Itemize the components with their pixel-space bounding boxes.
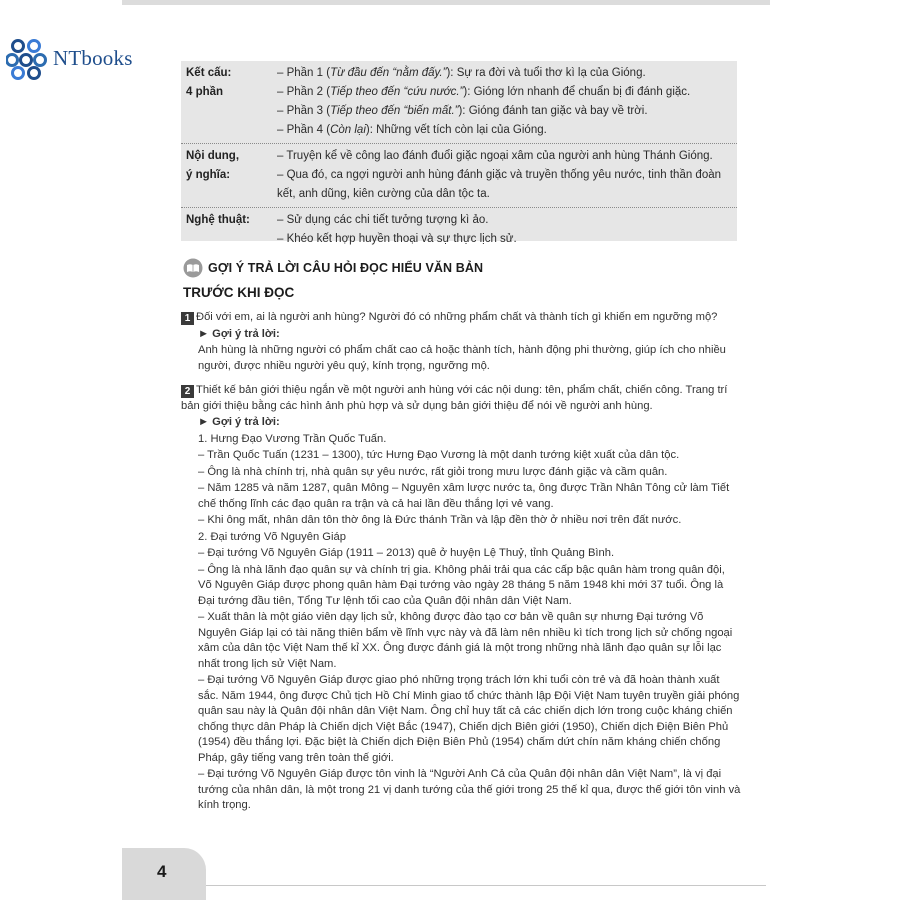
row-items bbox=[277, 211, 737, 249]
section-title: GỢI Ý TRẢ LỜI CÂU HỎI ĐỌC HIỂU VĂN BẢN bbox=[208, 261, 484, 275]
logo-text: NTbooks bbox=[53, 45, 133, 70]
row-items bbox=[277, 147, 737, 204]
answer-line: – Đại tướng Võ Nguyên Giáp được giao phó những trọng trách lớn khi tuổi còn trẻ và đã hoàn thành xuất sắc. Năm 1944, ông được Chủ tịch Hồ Chí Minh giao tổ chức thành lập Đội Việt Nam tuyên truyền giải phóng quân sau này là Quân đội nhân dân Việt Nam. Ông chỉ huy tất cả các chiến dịch lớn trong cuộc kháng chiến chống thực dân Pháp là Chiến dịch Việt Bắc (1947), Chiến dịch Biên giới (1950), Chiến dịch Điện Biên Phủ (1954) đều thắng lợi. Đặc biệt là Chiến dịch Điện Biên Phủ (1954) chấm dứt chín năm kháng chiến chống Pháp, gây tiếng vang trên toàn thế giới. bbox=[198, 674, 740, 764]
answer-line: – Ông là nhà lãnh đạo quân sự và chính trị gia. Không phải trải qua các cấp bậc quân hàm trong quân đội, Võ Nguyên Giáp được phong quân hàm Đại tướng vào ngày 28 tháng 5 năm 1948 khi mới 37 tuổi. Ông là Đại tướng đầu tiên, Tổng Tư lệnh tối cao của Quân đội nhân dân Việt Nam. bbox=[198, 563, 725, 607]
label-line: Kết cấu: bbox=[186, 67, 232, 79]
section-heading bbox=[183, 258, 483, 278]
list-item: – Phần 3 (Tiếp theo đến “biến mất.”): Gióng đánh tan giặc và bay về trời. bbox=[277, 105, 648, 117]
list-item: – Phần 2 (Tiếp theo đến “cứu nước.”): Gióng lớn nhanh để chuẩn bị đi đánh giặc. bbox=[277, 86, 691, 98]
label-line: 4 phần bbox=[186, 86, 224, 98]
list-item: – Sử dụng các chi tiết tưởng tượng kì ảo. bbox=[277, 214, 489, 226]
page-number: 4 bbox=[157, 862, 167, 881]
top-rule bbox=[122, 0, 770, 5]
answer-line: – Ông là nhà chính trị, nhà quân sự yêu nước, rất giỏi trong mưu lược đánh giặc và cầm quân. bbox=[198, 465, 668, 478]
row-label bbox=[181, 211, 277, 249]
hint-label: ► Gợi ý trả lời: bbox=[198, 327, 280, 340]
answer-line: – Trần Quốc Tuấn (1231 – 1300), tức Hưng Đạo Vương là một danh tướng kiệt xuất của dân tộc. bbox=[198, 449, 680, 461]
question-number: 2 bbox=[181, 385, 194, 398]
hint-label: ► Gợi ý trả lời: bbox=[198, 416, 280, 428]
summary-table bbox=[181, 61, 737, 245]
answer-line: 1. Hưng Đạo Vương Trần Quốc Tuấn. bbox=[198, 432, 387, 445]
question-text: Thiết kế bản giới thiệu ngắn về một người anh hùng với các nội dung: tên, phẩm chất, chiến công. Trang trí bản giới thiệu bằng các hình ảnh phù hợp và sử dụng bản giới thiệu để nói về người anh hùng. bbox=[181, 384, 728, 412]
ntbooks-logo bbox=[6, 36, 133, 80]
row-label bbox=[181, 64, 277, 140]
list-item: – Truyện kể về công lao đánh đuổi giặc ngoại xâm của người anh hùng Thánh Gióng. bbox=[277, 150, 713, 162]
bottom-rule bbox=[206, 885, 766, 886]
book-icon bbox=[183, 258, 203, 278]
table-row bbox=[181, 208, 737, 252]
question-number: 1 bbox=[181, 312, 194, 325]
question-1 bbox=[181, 310, 741, 326]
answer-line: – Đại tướng Võ Nguyên Giáp (1911 – 2013) quê ở huyện Lệ Thuỷ, tỉnh Quảng Bình. bbox=[198, 547, 615, 559]
label-line: Nghệ thuật: bbox=[186, 214, 250, 226]
list-item: – Phần 4 (Còn lại): Những vết tích còn lại của Gióng. bbox=[277, 124, 547, 136]
list-item: – Qua đó, ca ngợi người anh hùng đánh giặc và truyền thống yêu nước, tinh thần đoàn kết, anh dũng, kiên cường của dân tộc ta. bbox=[277, 169, 722, 200]
label-line: Nội dung, bbox=[186, 150, 240, 162]
question-text: Đối với em, ai là người anh hùng? Người đó có những phẩm chất và thành tích gì khiến em ngưỡng mộ? bbox=[196, 311, 718, 323]
table-row bbox=[181, 61, 737, 144]
list-item: – Phần 1 (Từ đầu đến “nằm đấy.”): Sự ra đời và tuổi thơ kì lạ của Gióng. bbox=[277, 67, 646, 79]
label-line: ý nghĩa: bbox=[186, 169, 231, 181]
answer-line: – Khi ông mất, nhân dân tôn thờ ông là Đức thánh Trần và lập đền thờ ở nhiều nơi trên đất nước. bbox=[198, 514, 682, 526]
row-label bbox=[181, 147, 277, 204]
answer-line: – Năm 1285 và năm 1287, quân Mông – Nguyên xâm lược nước ta, ông được Trần Nhân Tông cử làm Tiết chế thống lĩnh các đạo quân ra trận và cả hai lần đều thắng lợi vẻ vang. bbox=[198, 482, 730, 510]
table-row bbox=[181, 144, 737, 208]
answer-body bbox=[181, 310, 741, 815]
answer-line: – Xuất thân là một giáo viên dạy lịch sử, không được đào tạo cơ bản về quân sự nhưng Đại tướng Võ Nguyên Giáp lại có tài năng thiên bẩm về lĩnh vực này và đã làm nên nhiều kì tích trong lịch sử chống ngoại xâm của dân tộc Việt Nam thế kỉ XX. Ông được đánh giá là một trong những nhà lãnh đạo quân sự lỗi lạc nhất trong lịch sử Việt Nam. bbox=[198, 611, 733, 670]
question-2 bbox=[181, 383, 741, 414]
answer-paragraph: Anh hùng là những người có phẩm chất cao cả hoặc thành tích, hành động phi thường, giúp ích cho nhiều người, được nhiều người yêu quý, kính trọng, ngưỡng mộ. bbox=[198, 344, 726, 372]
answer-line: 2. Đại tướng Võ Nguyên Giáp bbox=[198, 530, 346, 543]
subsection-title: TRƯỚC KHI ĐỌC bbox=[183, 285, 295, 300]
list-item: – Khéo kết hợp huyền thoại và sự thực lịch sử. bbox=[277, 233, 517, 245]
row-items bbox=[277, 64, 737, 140]
logo-icon bbox=[6, 36, 50, 80]
answer-line: – Đại tướng Võ Nguyên Giáp được tôn vinh là “Người Anh Cả của Quân đội nhân dân Việt Nam”, là vị đại tướng của nhân dân, là một trong 21 vị danh tướng của thế giới trong 25 thế kỉ qua, được thế giới tôn vinh và kính trọng. bbox=[198, 768, 741, 811]
